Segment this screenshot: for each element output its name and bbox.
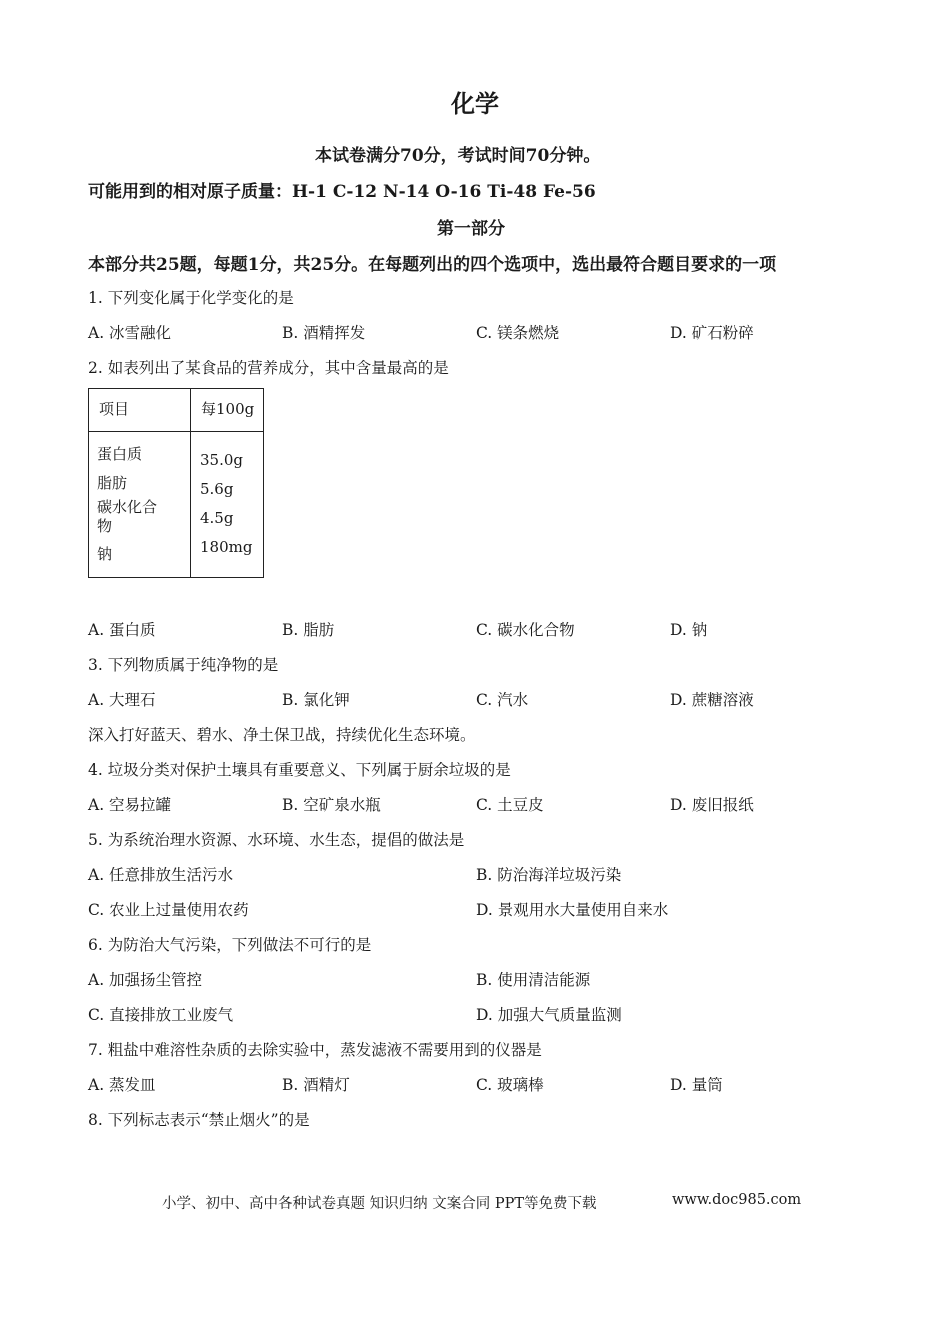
part-intro: 本部分共25题，每题1分，共25分。在每题列出的四个选项中，选出最符合题目要求的一项	[88, 255, 777, 275]
question-5-option-c: C. 农业上过量使用农药	[88, 901, 249, 919]
question-2-stem: 2. 如表列出了某食品的营养成分，其中含量最高的是	[88, 359, 449, 377]
footer-url[interactable]: www.doc985.com	[672, 1192, 802, 1208]
question-6-option-d: D. 加强大气质量监测	[476, 1006, 622, 1024]
atomic-masses: 可能用到的相对原子质量：H-1 C-12 N-14 O-16 Ti-48 Fe-56	[88, 182, 596, 202]
footer-text: 小学、初中、高中各种试卷真题 知识归纳 文案合同 PPT等免费下载	[162, 1196, 597, 1212]
question-7-stem: 7. 粗盐中难溶性杂质的去除实验中，蒸发滤液不需要用到的仪器是	[88, 1041, 542, 1059]
question-1-option-d: D. 矿石粉碎	[670, 324, 754, 342]
value-fat: 5.6g	[200, 480, 234, 498]
question-3-stem: 3. 下列物质属于纯净物的是	[88, 656, 279, 674]
question-5-option-a: A. 任意排放生活污水	[88, 866, 234, 884]
question-7-option-a: A. 蒸发皿	[88, 1076, 156, 1094]
question-4-option-b: B. 空矿泉水瓶	[282, 796, 381, 814]
question-4-option-a: A. 空易拉罐	[88, 796, 172, 814]
question-3-option-a: A. 大理石	[88, 691, 156, 709]
table-item-names	[89, 432, 191, 578]
question-7-option-b: B. 酒精灯	[282, 1076, 350, 1094]
question-1-option-c: C. 镁条燃烧	[476, 324, 560, 342]
question-4-option-c: C. 土豆皮	[476, 796, 544, 814]
context-paragraph: 深入打好蓝天、碧水、净土保卫战，持续优化生态环境。	[88, 726, 476, 744]
question-4-stem: 4. 垃圾分类对保护土壤具有重要意义、下列属于厨余垃圾的是	[88, 761, 511, 779]
part-title: 第一部分	[437, 219, 505, 239]
value-carbohydrate: 4.5g	[200, 509, 234, 527]
question-5-option-d: D. 景观用水大量使用自来水	[476, 901, 669, 919]
question-1-stem: 1. 下列变化属于化学变化的是	[88, 289, 294, 307]
question-3-option-c: C. 汽水	[476, 691, 529, 709]
question-4-option-d: D. 废旧报纸	[670, 796, 754, 814]
exam-subtitle: 本试卷满分70分，考试时间70分钟。	[315, 146, 601, 166]
question-3-option-d: D. 蔗糖溶液	[670, 691, 754, 709]
question-2-option-a: A. 蛋白质	[88, 621, 156, 639]
question-2-option-d: D. 钠	[670, 621, 708, 639]
question-1-option-a: A. 冰雪融化	[88, 324, 172, 342]
question-8-stem: 8. 下列标志表示“禁止烟火”的是	[88, 1111, 310, 1129]
question-2-option-b: B. 脂肪	[282, 621, 335, 639]
question-6-stem: 6. 为防治大气污染，下列做法不可行的是	[88, 936, 372, 954]
question-6-option-b: B. 使用清洁能源	[476, 971, 591, 989]
item-protein: 蛋白质	[97, 445, 143, 463]
question-2-option-c: C. 碳水化合物	[476, 621, 575, 639]
question-6-option-c: C. 直接排放工业废气	[88, 1006, 234, 1024]
question-6-option-a: A. 加强扬尘管控	[88, 971, 203, 989]
item-carbohydrate: 碳水化合物	[97, 498, 158, 535]
table-header-per100g: 每100g	[191, 389, 264, 432]
table-item-values	[191, 432, 264, 578]
item-fat: 脂肪	[97, 474, 128, 492]
question-5-stem: 5. 为系统治理水资源、水环境、水生态，提倡的做法是	[88, 831, 465, 849]
table-header-item: 项目	[89, 389, 191, 432]
question-5-option-b: B. 防治海洋垃圾污染	[476, 866, 622, 884]
nutrition-table	[88, 388, 264, 578]
page-title: 化学	[451, 89, 499, 118]
value-sodium: 180mg	[200, 538, 253, 556]
question-1-option-b: B. 酒精挥发	[282, 324, 366, 342]
item-sodium: 钠	[97, 545, 113, 563]
question-7-option-c: C. 玻璃棒	[476, 1076, 544, 1094]
value-protein: 35.0g	[200, 451, 244, 469]
question-3-option-b: B. 氯化钾	[282, 691, 350, 709]
question-7-option-d: D. 量筒	[670, 1076, 723, 1094]
